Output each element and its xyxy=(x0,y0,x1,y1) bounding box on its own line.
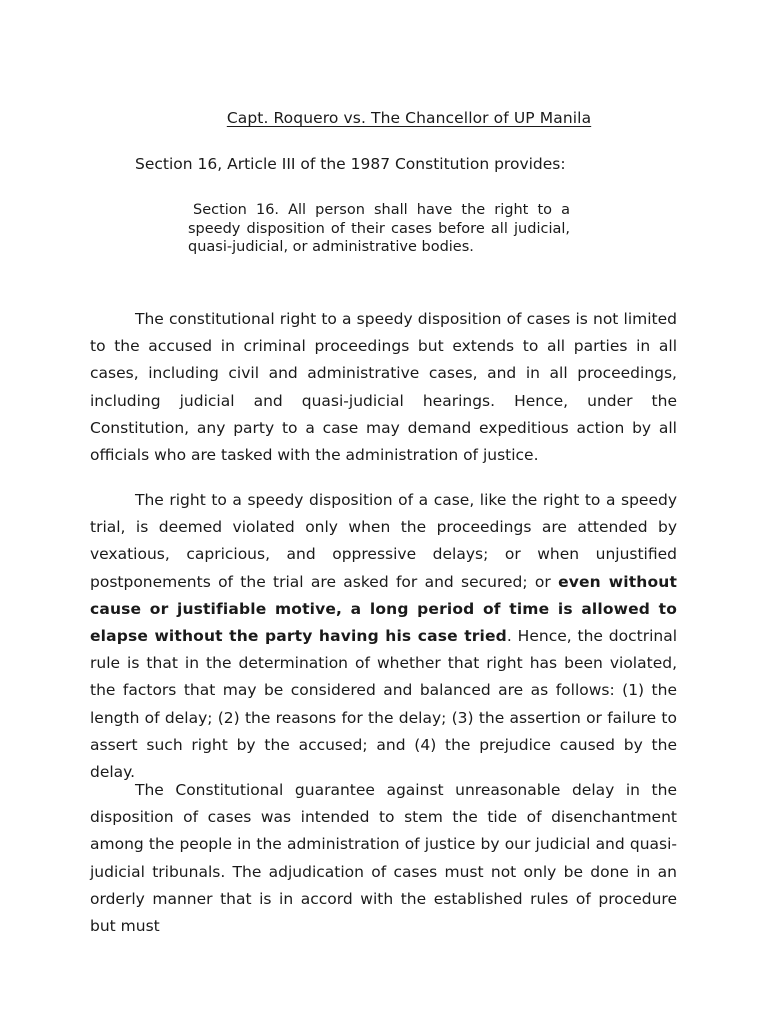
paragraph-2 xyxy=(90,487,677,786)
block-quote: Section 16. All person shall have the right to a speedy disposition of their cases before all judicial, quasi-judicial, or administrative bodies. xyxy=(188,202,570,255)
paragraph-1: The constitutional right to a speedy disposition of cases is not limited to the accused in criminal proceedings but extends to all parties in all cases, including civil and administrative cases, and in all proceedings, including judicial and quasi-judicial hearings. Hence, under the Constitution, any party to a case may demand expeditious action by all officials who are tasked with the administration of justice. xyxy=(90,310,677,465)
paragraph-3: The Constitutional guarantee against unreasonable delay in the disposition of cases was intended to stem the tide of disenchantment among the people in the administration of justice by our judicial and quasi-judicial tribunals. The adjudication of cases must not only be done in an orderly manner that is in accord with the established rules of procedure but must xyxy=(90,781,677,936)
paragraph-2-text-start: The right to a speedy disposition of a case, like the right to a speedy trial, is deemed violated only when the proceedings are attended by vexatious, capricious, and oppressive delays; or when unjustified postponements of the trial are asked for and secured; or xyxy=(90,491,677,591)
document-title: Capt. Roquero vs. The Chancellor of UP Manila xyxy=(226,109,592,127)
paragraph-2-text-end: . Hence, the doctrinal rule is that in the determination of whether that right has been violated, the factors that may be considered and balanced are as follows: (1) the length of delay; (2) the reasons for the delay; (3) the assertion or failure to assert such right by the accused; and (4) the prejudice caused by the delay. xyxy=(90,627,678,782)
paragraph-2-emphasis: even without cause or justifiable motive, a long period of time is allowed to elapse without the party having his case tried xyxy=(90,572,677,646)
intro-line: Section 16, Article III of the 1987 Constitution provides: xyxy=(135,155,566,173)
